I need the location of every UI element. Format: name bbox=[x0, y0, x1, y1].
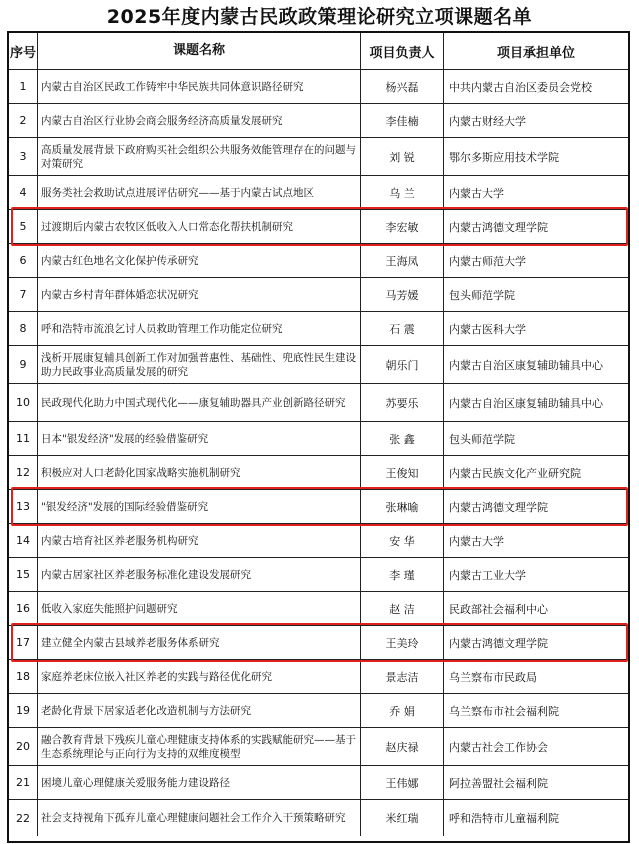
project-leader: 王美玲 bbox=[361, 626, 444, 659]
topic-name: 内蒙古红色地名文化保护传承研究 bbox=[38, 244, 361, 277]
host-unit: 内蒙古社会工作协会 bbox=[449, 740, 548, 754]
table-row bbox=[9, 346, 628, 384]
project-leader: 石 震 bbox=[361, 312, 444, 345]
table-header-row bbox=[9, 33, 628, 70]
topic-name: 家庭养老床位嵌入社区养老的实践与路径优化研究 bbox=[38, 660, 361, 693]
host-unit: 包头师范学院 bbox=[449, 288, 515, 302]
header-leader: 项目负责人 bbox=[361, 33, 444, 69]
topic-name: 社会支持视角下孤弃儿童心理健康问题社会工作介入干预策略研究 bbox=[38, 800, 361, 836]
header-unit: 项目承担单位 bbox=[496, 45, 575, 61]
host-unit: 内蒙古鸿德文理学院 bbox=[449, 636, 548, 650]
host-unit: 中共内蒙古自治区委员会党校 bbox=[449, 80, 592, 94]
row-number: 21 bbox=[9, 766, 38, 799]
row-number: 16 bbox=[9, 592, 38, 625]
topic-name: 高质量发展背景下政府购买社会组织公共服务效能管理存在的问题与对策研究 bbox=[38, 138, 361, 175]
project-leader: 李 瑾 bbox=[361, 558, 444, 591]
host-unit: 包头师范学院 bbox=[449, 432, 515, 446]
project-leader: 米红瑞 bbox=[361, 800, 444, 836]
topic-name: 建立健全内蒙古县域养老服务体系研究 bbox=[38, 626, 361, 659]
project-leader: 马芳媛 bbox=[361, 278, 444, 311]
host-unit: 呼和浩特市儿童福利院 bbox=[449, 812, 559, 825]
host-unit: 内蒙古大学 bbox=[449, 186, 504, 200]
topic-name: 老龄化背景下居家适老化改造机制与方法研究 bbox=[38, 694, 361, 727]
table-row bbox=[9, 660, 628, 694]
table-row bbox=[9, 592, 628, 626]
table-row bbox=[9, 694, 628, 728]
topic-name: 民政现代化助力中国式现代化——康复辅助器具产业创新路径研究 bbox=[38, 384, 361, 421]
project-leader: 张琳喻 bbox=[361, 490, 444, 523]
host-unit: 内蒙古大学 bbox=[449, 534, 504, 548]
row-number: 4 bbox=[9, 176, 38, 209]
row-number: 6 bbox=[9, 244, 38, 277]
row-number: 7 bbox=[9, 278, 38, 311]
document-title: 2025年度内蒙古民政政策理论研究立项课题名单 bbox=[106, 6, 533, 28]
table-row bbox=[9, 456, 628, 490]
row-number: 10 bbox=[9, 384, 38, 421]
row-number: 19 bbox=[9, 694, 38, 727]
row-number: 2 bbox=[9, 104, 38, 137]
host-unit: 鄂尔多斯应用技术学院 bbox=[449, 150, 559, 164]
topic-name: 积极应对人口老龄化国家战略实施机制研究 bbox=[38, 456, 361, 489]
row-number: 3 bbox=[9, 138, 38, 175]
row-number: 11 bbox=[9, 422, 38, 455]
host-unit: 内蒙古工业大学 bbox=[449, 568, 526, 582]
table-row bbox=[9, 728, 628, 766]
topic-name: 内蒙古自治区民政工作铸牢中华民族共同体意识路径研究 bbox=[38, 70, 361, 103]
host-unit: 阿拉善盟社会福利院 bbox=[449, 776, 548, 790]
table-row bbox=[9, 558, 628, 592]
table-row bbox=[9, 766, 628, 800]
project-leader: 刘 锐 bbox=[361, 138, 444, 175]
host-unit: 内蒙古自治区康复辅助辅具中心 bbox=[449, 396, 603, 410]
topic-name: 内蒙古乡村青年群体婚恋状况研究 bbox=[38, 278, 361, 311]
host-unit: 乌兰察布市民政局 bbox=[449, 670, 537, 684]
project-leader: 杨兴磊 bbox=[361, 70, 444, 103]
host-unit: 内蒙古财经大学 bbox=[449, 114, 526, 128]
project-leader: 王伟娜 bbox=[361, 766, 444, 799]
row-number: 5 bbox=[9, 210, 38, 243]
row-number: 20 bbox=[9, 728, 38, 765]
topic-name: "银发经济"发展的国际经验借鉴研究 bbox=[38, 490, 361, 523]
topic-name: 内蒙古培育社区养老服务机构研究 bbox=[38, 524, 361, 557]
project-leader: 张 鑫 bbox=[361, 422, 444, 455]
table-row bbox=[9, 312, 628, 346]
project-leader: 赵 洁 bbox=[361, 592, 444, 625]
project-leader: 乔 娟 bbox=[361, 694, 444, 727]
topic-name: 融合教育背景下残疾儿童心理健康支持体系的实践赋能研究——基于生态系统理论与正向行为支持的双维度模型 bbox=[38, 728, 361, 765]
header-topic: 课题名称 bbox=[38, 33, 361, 69]
topics-table bbox=[7, 31, 630, 843]
header-no: 序号 bbox=[9, 33, 38, 69]
table-row bbox=[9, 490, 628, 524]
topic-name: 日本"银发经济"发展的经验借鉴研究 bbox=[38, 422, 361, 455]
project-leader: 苏要乐 bbox=[361, 384, 444, 421]
topic-name: 服务类社会救助试点进展评估研究——基于内蒙古试点地区 bbox=[38, 176, 361, 209]
table-row bbox=[9, 70, 628, 104]
host-unit: 内蒙古医科大学 bbox=[449, 322, 526, 336]
host-unit: 乌兰察布市社会福利院 bbox=[449, 704, 559, 718]
topic-name: 低收入家庭失能照护问题研究 bbox=[38, 592, 361, 625]
table-row bbox=[9, 244, 628, 278]
row-number: 17 bbox=[9, 626, 38, 659]
project-leader: 朝乐门 bbox=[361, 346, 444, 383]
table-row bbox=[9, 210, 628, 244]
project-leader: 李宏敏 bbox=[361, 210, 444, 243]
topic-name: 浅析开展康复辅具创新工作对加强普惠性、基础性、兜底性民生建设助力民政事业高质量发展的研究 bbox=[38, 346, 361, 383]
table-row bbox=[9, 626, 628, 660]
host-unit: 内蒙古民族文化产业研究院 bbox=[449, 466, 581, 480]
row-number: 18 bbox=[9, 660, 38, 693]
project-leader: 王海凤 bbox=[361, 244, 444, 277]
row-number: 8 bbox=[9, 312, 38, 345]
project-leader: 景志洁 bbox=[361, 660, 444, 693]
row-number: 22 bbox=[9, 800, 38, 836]
host-unit: 民政部社会福利中心 bbox=[449, 602, 548, 616]
host-unit: 内蒙古师范大学 bbox=[449, 254, 526, 268]
table-row bbox=[9, 278, 628, 312]
row-number: 13 bbox=[9, 490, 38, 523]
row-number: 9 bbox=[9, 346, 38, 383]
project-leader: 王俊知 bbox=[361, 456, 444, 489]
topic-name: 困境儿童心理健康关爱服务能力建设路径 bbox=[38, 766, 361, 799]
table-row bbox=[9, 176, 628, 210]
table-row bbox=[9, 422, 628, 456]
row-number: 12 bbox=[9, 456, 38, 489]
topic-name: 过渡期后内蒙古农牧区低收入人口常态化帮扶机制研究 bbox=[38, 210, 361, 243]
topic-name: 呼和浩特市流浪乞讨人员救助管理工作功能定位研究 bbox=[38, 312, 361, 345]
project-leader: 乌 兰 bbox=[361, 176, 444, 209]
row-number: 1 bbox=[9, 70, 38, 103]
project-leader: 赵庆禄 bbox=[361, 728, 444, 765]
table-row bbox=[9, 138, 628, 176]
table-row bbox=[9, 104, 628, 138]
row-number: 14 bbox=[9, 524, 38, 557]
table-row bbox=[9, 524, 628, 558]
topic-name: 内蒙古自治区行业协会商会服务经济高质量发展研究 bbox=[38, 104, 361, 137]
host-unit: 内蒙古自治区康复辅助辅具中心 bbox=[449, 358, 603, 372]
row-number: 15 bbox=[9, 558, 38, 591]
project-leader: 安 华 bbox=[361, 524, 444, 557]
host-unit: 内蒙古鸿德文理学院 bbox=[449, 500, 548, 514]
table-row bbox=[9, 800, 628, 836]
topic-name: 内蒙古居家社区养老服务标准化建设发展研究 bbox=[38, 558, 361, 591]
table-row bbox=[9, 384, 628, 422]
project-leader: 李佳楠 bbox=[361, 104, 444, 137]
host-unit: 内蒙古鸿德文理学院 bbox=[449, 220, 548, 234]
